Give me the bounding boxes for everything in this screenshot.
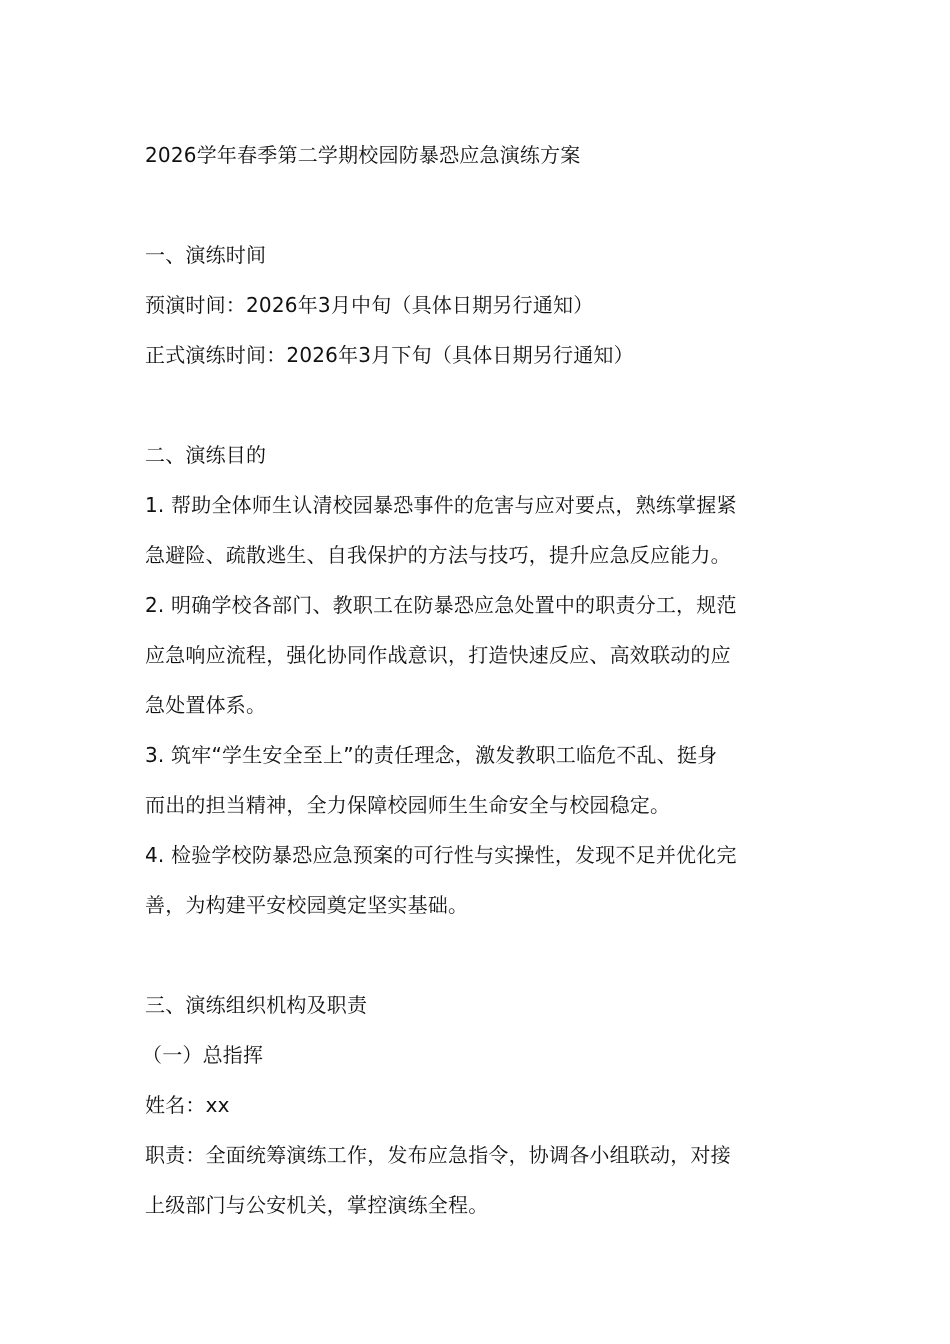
purpose-item-4 xyxy=(145,830,807,930)
commander-duty-line-1: 职责：全面统筹演练工作，发布应急指令，协调各小组联动，对接 xyxy=(145,1143,731,1167)
subsection-commander-heading: （一）总指挥 xyxy=(142,1043,264,1067)
commander-name: 姓名：xx xyxy=(145,1093,230,1117)
section-1-heading: 一、演练时间 xyxy=(145,243,267,267)
purpose-item-4-line-2: 善，为构建平安校园奠定坚实基础。 xyxy=(145,893,469,917)
section-2-heading: 二、演练目的 xyxy=(145,443,267,467)
purpose-item-1-line-2: 急避险、疏散逃生、自我保护的方法与技巧，提升应急反应能力。 xyxy=(145,543,731,567)
purpose-item-4-line-1: 4. 检验学校防暴恐应急预案的可行性与实操性，发现不足并优化完 xyxy=(145,843,737,867)
purpose-item-2-line-1: 2. 明确学校各部门、教职工在防暴恐应急处置中的职责分工，规范 xyxy=(145,593,737,617)
purpose-item-2-line-2: 应急响应流程，强化协同作战意识，打造快速反应、高效联动的应 xyxy=(145,643,731,667)
purpose-item-1-line-1: 1. 帮助全体师生认清校园暴恐事件的危害与应对要点，熟练掌握紧 xyxy=(145,493,737,517)
formal-time-line: 正式演练时间：2026年3月下旬（具体日期另行通知） xyxy=(145,343,634,367)
purpose-item-1 xyxy=(145,480,807,580)
purpose-item-3 xyxy=(145,730,807,830)
document-title: 2026学年春季第二学期校园防暴恐应急演练方案 xyxy=(145,143,581,167)
purpose-item-3-line-2: 而出的担当精神，全力保障校园师生生命安全与校园稳定。 xyxy=(145,793,671,817)
purpose-item-3-line-1: 3. 筑牢“学生安全至上”的责任理念，激发教职工临危不乱、挺身 xyxy=(145,743,718,767)
purpose-item-2 xyxy=(145,580,807,730)
preview-time-line: 预演时间：2026年3月中旬（具体日期另行通知） xyxy=(145,293,594,317)
commander-duty-line-2: 上级部门与公安机关，掌控演练全程。 xyxy=(145,1193,489,1217)
purpose-item-2-line-3: 急处置体系。 xyxy=(145,693,267,717)
document-body xyxy=(142,130,807,1230)
section-3-heading: 三、演练组织机构及职责 xyxy=(145,993,368,1017)
